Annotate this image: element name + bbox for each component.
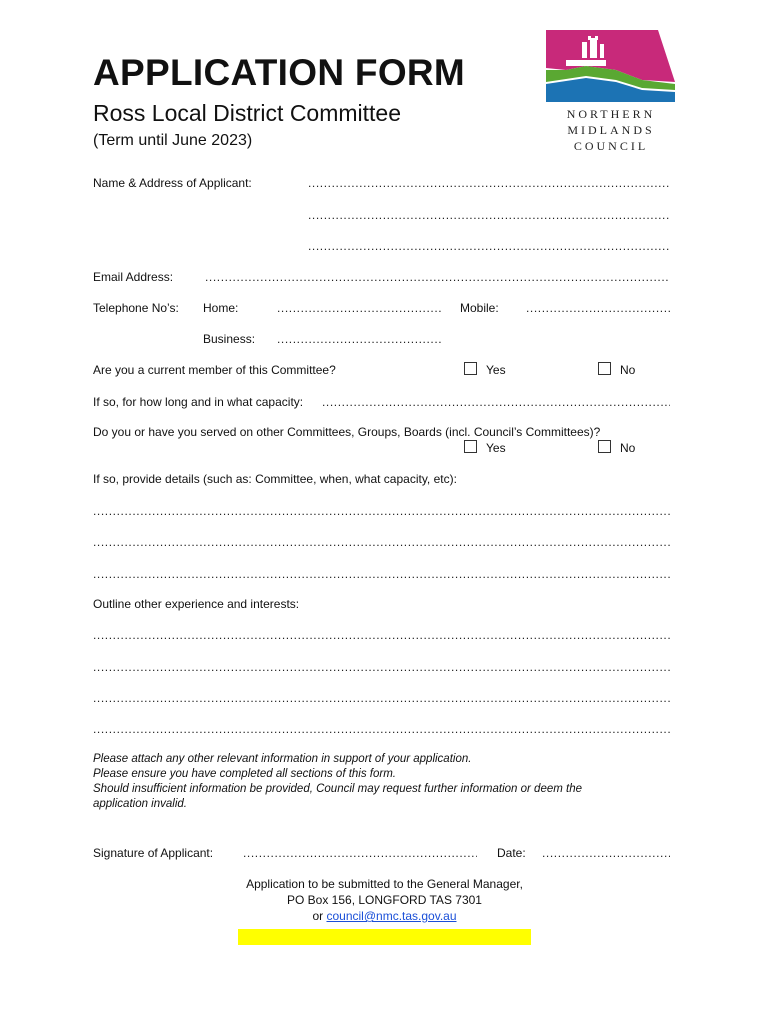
note-line-2: Please ensure you have completed all sections of this form.	[93, 768, 396, 780]
current-member-question: Are you a current member of this Committee?	[93, 363, 336, 377]
home-label: Home:	[203, 301, 239, 315]
committee-name: Ross Local District Committee	[93, 100, 402, 126]
served-other-yes-label: Yes	[486, 441, 506, 455]
experience-field-1[interactable]	[93, 628, 670, 642]
how-long-field[interactable]	[322, 395, 670, 409]
highlight-bar	[238, 929, 531, 945]
submission-line-2: PO Box 156, LONGFORD TAS 7301	[287, 893, 482, 907]
current-member-yes-checkbox[interactable]	[464, 362, 477, 375]
served-other-yes-checkbox[interactable]	[464, 440, 477, 453]
mobile-label: Mobile:	[460, 301, 499, 315]
how-long-label: If so, for how long and in what capacity:	[93, 395, 304, 409]
logo-landscape-icon	[546, 30, 676, 102]
served-other-no-checkbox[interactable]	[598, 440, 611, 453]
logo-line-2: MIDLANDS	[567, 123, 655, 137]
provide-details-label: If so, provide details (such as: Committee, when, what capacity, etc):	[93, 472, 457, 486]
submission-line-3	[238, 908, 531, 924]
term-note: (Term until June 2023)	[93, 132, 253, 149]
date-field[interactable]	[542, 846, 670, 860]
experience-field-3[interactable]	[93, 691, 670, 705]
experience-field-2[interactable]	[93, 660, 670, 674]
business-phone-field[interactable]	[277, 332, 441, 346]
logo-line-3: COUNCIL	[573, 139, 649, 153]
business-label: Business:	[203, 332, 256, 346]
current-member-yes-label: Yes	[486, 363, 506, 377]
email-label: Email Address:	[93, 270, 174, 284]
submission-line-1: Application to be submitted to the General Manager,	[246, 877, 523, 891]
logo-line-1: NORTHERN	[566, 107, 656, 121]
instructions-note	[93, 752, 673, 812]
council-logo	[546, 30, 676, 155]
details-field-1[interactable]	[93, 504, 670, 518]
name-address-label: Name & Address of Applicant:	[93, 176, 252, 190]
form-title: APPLICATION FORM	[93, 52, 466, 93]
note-line-4: application invalid.	[93, 798, 187, 810]
current-member-no-label: No	[620, 363, 636, 377]
email-field[interactable]	[205, 270, 670, 284]
name-address-field-3[interactable]	[308, 239, 670, 253]
name-address-field-2[interactable]	[308, 208, 670, 222]
signature-label: Signature of Applicant:	[93, 846, 214, 860]
telephone-label: Telephone No’s:	[93, 301, 179, 315]
submission-info	[238, 876, 531, 924]
signature-field[interactable]	[243, 846, 477, 860]
mobile-phone-field[interactable]	[526, 301, 670, 315]
current-member-no-checkbox[interactable]	[598, 362, 611, 375]
name-address-field-1[interactable]	[308, 176, 670, 190]
council-email-link[interactable]: council@nmc.tas.gov.au	[326, 909, 457, 923]
date-label: Date:	[497, 846, 526, 860]
details-field-2[interactable]	[93, 535, 670, 549]
submission-or: or	[312, 909, 327, 923]
served-other-question: Do you or have you served on other Committees, Groups, Boards (incl. Council’s Committees)?	[93, 425, 601, 439]
note-line-3: Should insufficient information be provided, Council may request further information or deem the	[93, 783, 583, 795]
details-field-3[interactable]	[93, 567, 670, 581]
home-phone-field[interactable]	[277, 301, 441, 315]
experience-field-4[interactable]	[93, 722, 670, 736]
served-other-no-label: No	[620, 441, 636, 455]
note-line-1: Please attach any other relevant information in support of your application.	[93, 753, 472, 765]
outline-experience-label: Outline other experience and interests:	[93, 597, 300, 611]
